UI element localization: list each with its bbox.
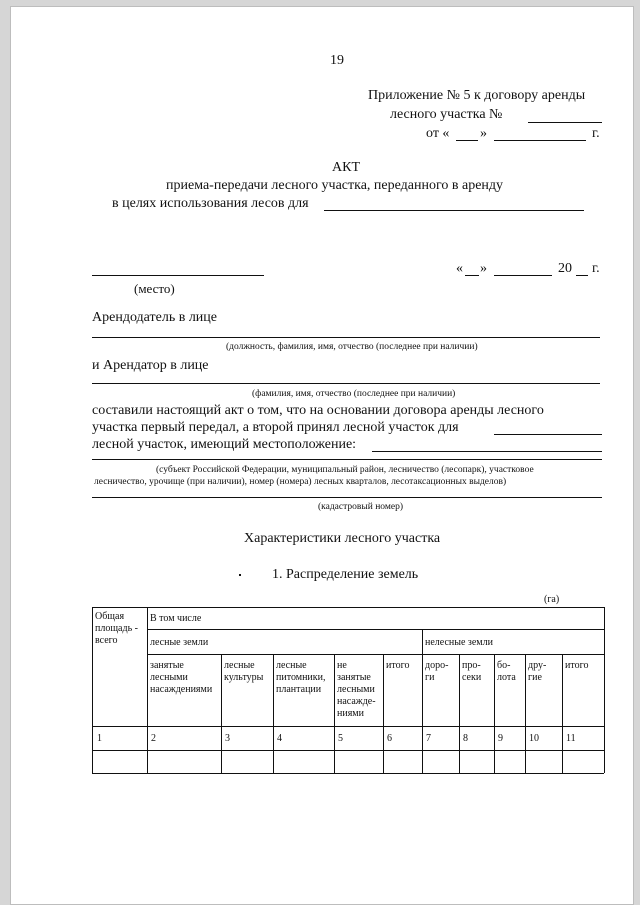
col-number: 2 xyxy=(151,733,156,744)
header-forest-lands: лесные земли xyxy=(150,637,209,648)
lessee-hint: (фамилия, имя, отчество (последнее при наличии) xyxy=(252,389,456,399)
header-col-11: итого xyxy=(565,660,589,671)
header-total-area: Общая площадь - всего xyxy=(95,611,138,646)
col-number: 11 xyxy=(566,733,576,744)
place-blank xyxy=(92,275,264,276)
header-col-2: занятые лесными насаждениями xyxy=(150,660,213,695)
table-line-sub xyxy=(147,654,604,655)
appendix-year-suffix: г. xyxy=(592,126,600,141)
appendix-line-2: лесного участка № xyxy=(390,107,503,122)
location-hint-2: лесничество, урочище (при наличии), номер (номера) лесных кварталов, лесотаксационных выделов) xyxy=(94,477,507,487)
col-number: 7 xyxy=(426,733,431,744)
section-title: Характеристики лесного участка xyxy=(244,531,441,546)
date-open-quote: « xyxy=(456,261,463,276)
header-col-5: не занятые лесными насажде-ниями xyxy=(337,660,376,719)
subsection-title: 1. Распределение земель xyxy=(272,567,419,582)
table-col-line xyxy=(221,654,222,773)
place-label: (место) xyxy=(134,281,175,296)
appendix-month-blank xyxy=(494,140,586,141)
header-col-4: лесные питомники, плантации xyxy=(276,660,326,695)
year-blank xyxy=(576,275,588,276)
table-col-line xyxy=(494,654,495,773)
location-hint-1: (субъект Российской Федерации, муниципальный район, лесничество (лесопарк), участковое xyxy=(156,465,534,475)
col-number: 5 xyxy=(338,733,343,744)
appendix-date-open: от « xyxy=(426,126,450,141)
table-col-line xyxy=(147,607,148,773)
header-col-6: итого xyxy=(386,660,410,671)
table-col-line xyxy=(334,654,335,773)
usage-purpose-blank xyxy=(324,210,584,211)
header-nonforest-lands: нелесные земли xyxy=(425,637,493,648)
col-number: 6 xyxy=(387,733,392,744)
col-number: 8 xyxy=(463,733,468,744)
decorative-dot xyxy=(239,574,241,576)
table-border-left xyxy=(92,607,93,773)
date-close-quote: » xyxy=(480,261,487,276)
day-blank xyxy=(465,275,479,276)
col-number: 4 xyxy=(277,733,282,744)
header-col-8: про-секи xyxy=(462,660,482,683)
appendix-date-close: » xyxy=(480,126,487,141)
year-prefix: 20 xyxy=(558,261,572,276)
year-suffix: г. xyxy=(592,261,600,276)
cadastral-blank xyxy=(92,497,602,498)
table-col-line xyxy=(562,654,563,773)
act-subtitle-2: в целях использования лесов для xyxy=(112,196,309,211)
appendix-day-blank xyxy=(456,140,478,141)
table-line-numbers-bottom xyxy=(92,750,604,751)
header-col-10: дру-гие xyxy=(528,660,547,683)
col-number: 10 xyxy=(529,733,539,744)
lessee-blank xyxy=(92,383,600,384)
location-blank-2 xyxy=(92,459,602,460)
table-line-header-bottom xyxy=(92,726,604,727)
act-subtitle-1: приема-передачи лесного участка, переданного в аренду xyxy=(166,178,504,193)
header-including: В том числе xyxy=(150,613,202,624)
transfer-purpose-blank xyxy=(494,434,602,435)
table-col-line xyxy=(459,654,460,773)
contract-number-blank xyxy=(528,122,602,123)
table-col-line xyxy=(273,654,274,773)
lessor-blank xyxy=(92,337,600,338)
lessee-label: и Арендатор в лице xyxy=(92,358,209,373)
lessor-label: Арендодатель в лице xyxy=(92,310,218,325)
unit-label: (га) xyxy=(544,594,560,605)
location-blank-1 xyxy=(372,451,602,452)
appendix-line-1: Приложение № 5 к договору аренды xyxy=(368,88,586,103)
body-line-2: участка первый передал, а второй принял лесной участок для xyxy=(92,420,459,435)
body-line-3: лесной участок, имеющий местоположение: xyxy=(92,437,357,452)
table-border-top xyxy=(92,607,604,608)
body-line-1: составили настоящий акт о том, что на основании договора аренды лесного xyxy=(92,403,544,418)
table-border-right xyxy=(604,607,605,773)
table-col-line xyxy=(422,629,423,773)
table-col-line xyxy=(525,654,526,773)
cadastral-hint: (кадастровый номер) xyxy=(318,502,404,512)
lessor-hint: (должность, фамилия, имя, отчество (последнее при наличии) xyxy=(226,342,478,352)
col-number: 1 xyxy=(97,733,102,744)
col-number: 3 xyxy=(225,733,230,744)
col-number: 9 xyxy=(498,733,503,744)
table-line-incl xyxy=(147,629,604,630)
page-number: 19 xyxy=(330,53,344,68)
header-col-9: бо-лота xyxy=(497,660,516,683)
act-title: АКТ xyxy=(332,160,360,175)
header-col-3: лесные культуры xyxy=(224,660,264,683)
table-col-line xyxy=(383,654,384,773)
month-blank xyxy=(494,275,552,276)
header-col-7: доро-ги xyxy=(425,660,449,683)
table-border-bottom xyxy=(92,773,604,774)
